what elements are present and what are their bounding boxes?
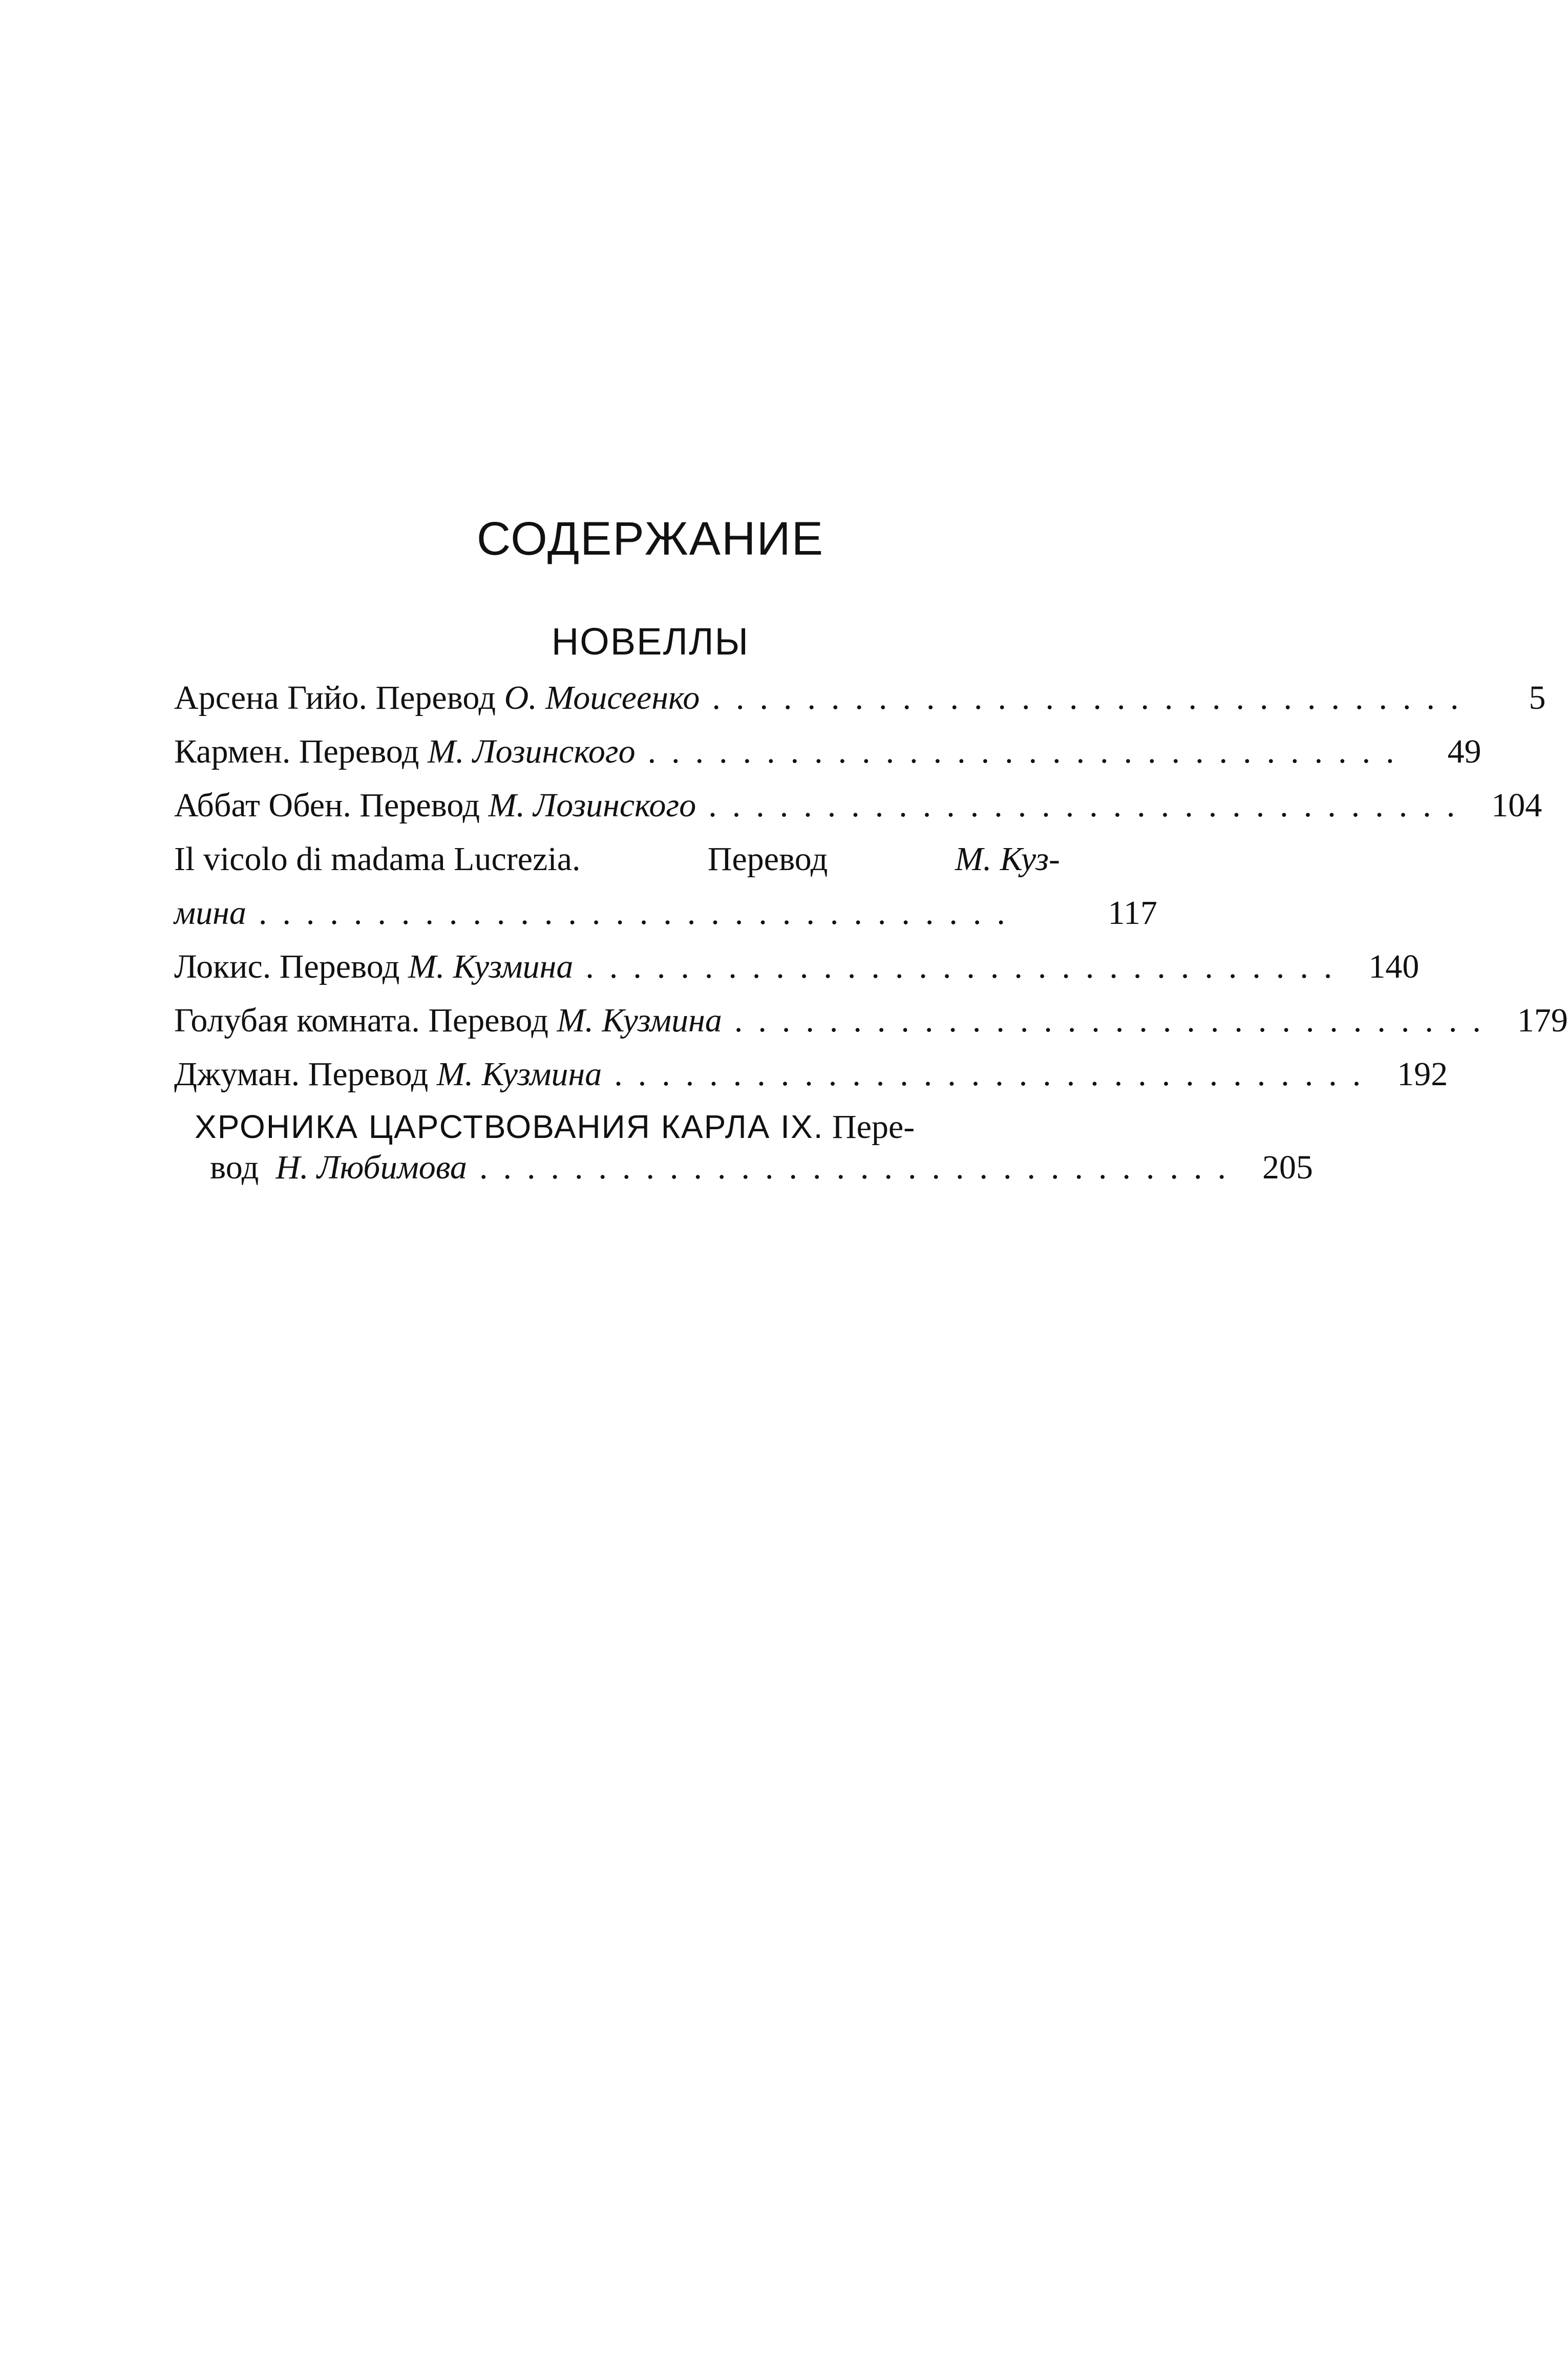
entry-translator-continued: мина bbox=[174, 894, 246, 932]
toc-entry-blue-room[interactable] bbox=[174, 994, 1568, 1047]
dot-leader: ................................ bbox=[614, 1055, 1376, 1093]
dot-leader: ................................ bbox=[712, 679, 1474, 716]
entry-translator: М. Кузмина bbox=[436, 1055, 602, 1093]
entry-page-number: 104 bbox=[1491, 787, 1542, 824]
section-heading: НОВЕЛЛЫ bbox=[551, 620, 750, 663]
dot-leader: ................................ bbox=[708, 787, 1471, 824]
entry-translator: М. Кузмина bbox=[408, 948, 574, 985]
entry-page-number: 5 bbox=[1529, 679, 1546, 716]
entry-translator: Н. Любимова bbox=[276, 1149, 467, 1186]
dot-leader: ................................ bbox=[585, 948, 1348, 985]
entry-title: Арсена Гийо. Перевод bbox=[174, 679, 504, 716]
entry-label-continued: вод bbox=[210, 1149, 259, 1186]
table-of-contents bbox=[174, 671, 1568, 1188]
entry-page-number: 117 bbox=[1108, 894, 1157, 932]
entry-page-number: 49 bbox=[1447, 733, 1481, 770]
toc-entry-arsene-guillot[interactable] bbox=[174, 671, 1546, 725]
entry-title: ХРОНИКА ЦАРСТВОВАНИЯ КАРЛА IX. bbox=[195, 1108, 824, 1145]
entry-title: Il vicolo di madama Lucrezia. bbox=[174, 840, 581, 878]
entry-title: Кармен. Перевод bbox=[174, 733, 428, 770]
entry-title: Джуман. Перевод bbox=[174, 1055, 437, 1093]
entry-title: Голубая комната. Перевод bbox=[174, 1002, 557, 1039]
entry-label: Пере- bbox=[832, 1108, 915, 1146]
entry-translator: М. Кузмина bbox=[557, 1002, 722, 1039]
page-title: СОДЕРЖАНИЕ bbox=[476, 513, 824, 565]
toc-entry-abbe-aubain[interactable] bbox=[174, 778, 1542, 832]
dot-leader: ................................ bbox=[258, 894, 1021, 932]
entry-translator: М. Куз- bbox=[955, 840, 1060, 878]
entry-label: Перевод bbox=[707, 840, 828, 878]
entry-page-number: 179 bbox=[1517, 1002, 1568, 1039]
entry-page-number: 205 bbox=[1262, 1149, 1313, 1186]
entry-translator: М. Лозинского bbox=[427, 733, 635, 770]
dot-leader: ................................ bbox=[479, 1149, 1241, 1186]
entry-translator: М. Лозинского bbox=[488, 787, 696, 824]
toc-entry-djoumane[interactable] bbox=[174, 1047, 1448, 1101]
dot-leader: ................................ bbox=[734, 1002, 1496, 1039]
entry-title: Аббат Обен. Перевод bbox=[174, 787, 489, 824]
toc-entry-il-vicolo[interactable] bbox=[174, 832, 1157, 940]
entry-page-number: 140 bbox=[1368, 948, 1419, 985]
toc-entry-lokis[interactable] bbox=[174, 940, 1419, 994]
entry-page-number: 192 bbox=[1397, 1055, 1448, 1093]
dot-leader: ................................ bbox=[647, 733, 1410, 770]
toc-entry-carmen[interactable] bbox=[174, 725, 1481, 778]
toc-entry-chronicle[interactable] bbox=[174, 1106, 1313, 1188]
entry-translator: О. Моисеенко bbox=[504, 679, 700, 716]
entry-title: Локис. Перевод bbox=[174, 948, 408, 985]
